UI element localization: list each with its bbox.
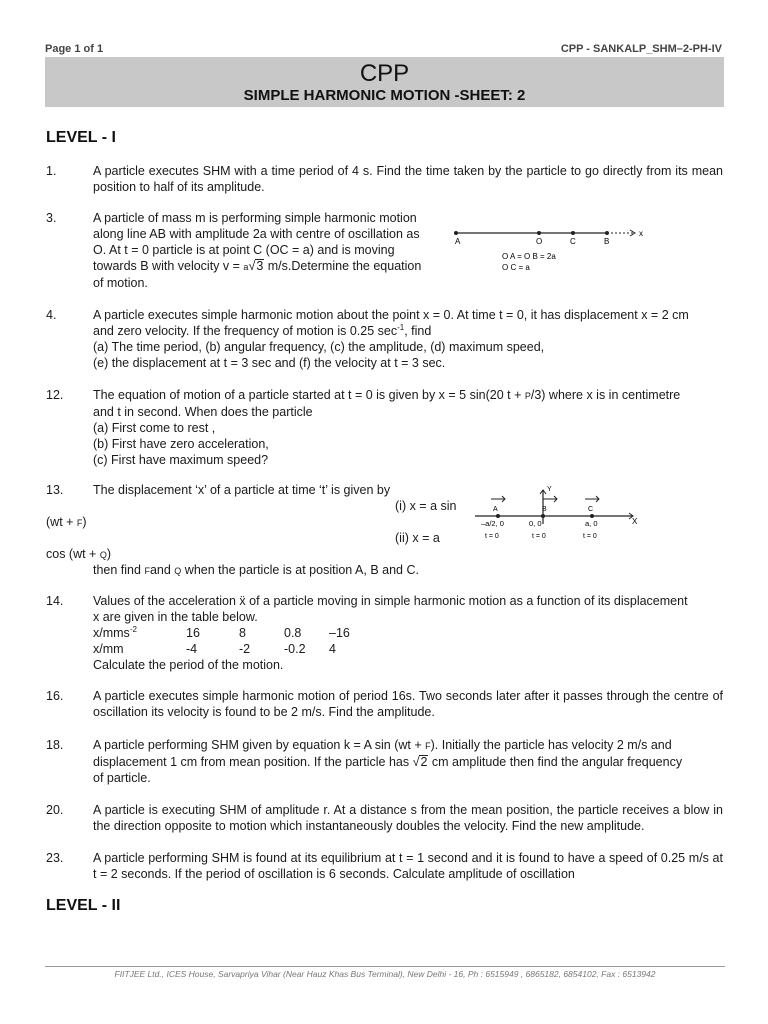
text-fragment: Values of the acceleration [93,594,236,608]
question-1 [46,163,723,195]
text-line: (a) The time period, (b) angular frequency, (c) the amplitude, (d) maximum speed, [93,340,545,354]
text-line [93,737,723,754]
question-4 [46,307,723,371]
text-line: along line AB with amplitude 2a with centre of oscillation as [93,227,420,241]
point-b [605,231,609,235]
table-cell: -4 [186,642,198,656]
time-c: t = 0 [583,533,597,540]
banner-subtitle: SIMPLE HARMONIC MOTION -SHEET: 2 [243,87,526,104]
axis-x-label: x [639,229,643,238]
question-number: 18. [46,738,64,752]
text-fragment: when the particle is at position A, B and C. [184,563,419,577]
question-number: 16. [46,689,64,703]
question-text [93,737,723,786]
question-number: 3. [46,211,57,225]
text-line: A particle executes simple harmonic motion about the point x = 0. At time t = 0, it has displacement x = 2 cm [93,308,689,322]
table-cell: -2 [239,642,251,656]
symbol: P [524,391,531,401]
question-18 [46,737,723,786]
text-line: Calculate the period of the motion. [93,658,284,672]
text-line: The displacement ‘x’ of a particle at time ‘t’ is given by [93,483,391,497]
label-c: C [570,237,576,246]
text-fragment: cos (wt + [46,547,97,561]
symbol: F [144,566,150,576]
sqrt-symbol: √ [412,755,420,769]
row-label: x/mm [93,642,124,656]
label-b: B [604,237,610,246]
question-text [93,387,723,468]
text-fragment: The equation of motion of a particle started at t = 0 is given by x = 5 sin(20 t + [93,388,522,402]
text-fragment: , find [404,324,432,338]
q13-last-line [93,562,419,579]
question-text [93,307,723,371]
label-c: C [588,506,594,513]
text-fragment: of a particle moving in simple harmonic motion as a function of its displacement [249,594,688,608]
text-line [93,323,723,339]
question-14 [46,593,723,673]
q13-part-i: (i) x = a sin [395,499,457,513]
question-text: A particle is executing SHM of amplitude r. At a distance s from the mean position, the particle receives a blow in the direction opposite to motion which instantaneously doubles the velocity. Find the new amplitude. [93,803,723,833]
coord-b: 0, 0 [529,519,542,528]
question-text [93,210,439,291]
point-c [571,231,575,235]
equation-oc: O C = a [502,263,530,272]
symbol: ẍ [239,594,246,608]
acceleration-table [93,625,350,657]
label-o: O [536,237,543,246]
table-row [93,641,350,657]
question-12 [46,387,723,468]
symbol: Q [174,566,182,576]
label-a: A [493,506,498,513]
symbol: F [76,518,83,528]
text-fragment: x/mms [93,626,130,640]
text-fragment: /3) where x is in centimetre [530,388,681,402]
text-line: (c) First have maximum speed? [93,453,269,467]
time-a: t = 0 [485,533,499,540]
text-line: (a) First come to rest , [93,421,216,435]
superscript: -1 [397,323,405,332]
text-line [93,258,439,275]
text-fragment: ). Initially the particle has velocity 2 m/s and [430,738,672,752]
question-number: 4. [46,308,57,322]
sqrt-symbol: √ [248,259,256,273]
symbol: Q [99,550,107,560]
q13-figure [475,482,645,544]
level-one-heading: LEVEL - I [46,129,116,146]
symbol: a [243,262,249,272]
text-fragment: m/s.Determine the equation [267,259,422,273]
time-b: t = 0 [532,533,546,540]
question-text [93,593,723,673]
text-line: and t in second. When does the particle [93,405,313,419]
text-fragment: (wt + [46,515,74,529]
text-fragment: and zero velocity. If the frequency of motion is 0.25 sec [93,324,398,338]
title-banner [45,57,724,107]
question-number: 12. [46,388,64,402]
sqrt-value: 3 [256,259,264,273]
table-row [93,625,350,641]
document-code: CPP - SANKALP_SHM–2-PH-IV [560,43,722,55]
text-line: O. At t = 0 particle is at point C (OC = a) and is moving [93,243,395,257]
point-a [454,231,458,235]
table-cell: 16 [186,626,200,640]
footer-divider [45,966,725,967]
table-cell: –16 [329,626,350,640]
superscript: -2 [129,625,137,634]
text-line: x are given in the table below. [93,610,258,624]
text-fragment: towards B with velocity v = [93,259,240,273]
q13-part-ii: (ii) x = a [395,531,440,545]
table-cell: -0.2 [284,642,306,656]
text-line: (e) the displacement at t = 3 sec and (f) the velocity at t = 3 sec. [93,356,446,370]
question-23 [46,850,723,882]
table-cell: 4 [329,642,336,656]
coord-c: a, 0 [585,519,598,528]
label-a: A [455,237,461,246]
table-cell: 0.8 [284,626,302,640]
question-20 [46,802,723,834]
point-b [541,514,545,518]
table-cell: 8 [239,626,246,640]
text-line [93,754,723,770]
y-axis-label: Y [547,486,552,493]
text-line: (b) First have zero acceleration, [93,437,269,451]
question-number: 23. [46,851,64,865]
text-line: of particle. [93,771,151,785]
point-c [590,514,594,518]
text-line: A particle of mass m is performing simple harmonic motion [93,211,417,225]
q13-wt-f [46,514,87,531]
text-fragment: then find [93,563,141,577]
point-o [537,231,541,235]
question-text: A particle performing SHM is found at its equilibrium at t = 1 second and it is found to have a speed of 0.25 m/s at t = 2 seconds. If the period of oscillation is 6 seconds. Calculate amplitude of oscillation [93,851,723,881]
text-line: of motion. [93,276,148,290]
level-two-heading: LEVEL - II [46,897,121,914]
banner-title: CPP [359,60,410,87]
text-fragment: ) [82,515,87,529]
sqrt-value: 2 [420,755,428,769]
text-fragment: and [149,563,171,577]
text-line [93,387,723,404]
question-number: 1. [46,164,57,178]
text-fragment: ) [106,547,112,561]
question-number: 14. [46,594,64,608]
symbol: F [425,741,431,751]
text-fragment: displacement 1 cm from mean position. If the particle has [93,755,410,769]
question-number: 13. [46,483,64,497]
row-label [93,625,186,641]
text-fragment: A particle performing SHM given by equation k = A sin (wt + [93,738,422,752]
point-a [496,514,500,518]
text-line [93,593,723,609]
label-b: B [542,506,547,513]
footer-address: FIITJEE Ltd., ICES House, Sarvapriya Vihar (Near Hauz Khas Bus Terminal), New Delhi - 16, Ph : 6515949 , 6865182, 6854102, Fax : 6513942 [114,969,656,979]
page-indicator: Page 1 of 1 [45,43,104,55]
equation-oa-ob: O A = O B = 2a [502,252,556,261]
q13-cos [46,546,111,563]
coord-a: –a/2, 0 [481,519,504,528]
question-text: A particle executes SHM with a time period of 4 s. Find the time taken by the particle to go directly from its mean position to half of its amplitude. [93,164,723,194]
question-number: 20. [46,803,64,817]
question-text: A particle executes simple harmonic motion of period 16s. Two seconds later after it passes through the centre of oscillation its velocity is found to be 2 m/s. Find the amplitude. [93,689,723,719]
q3-figure [452,222,652,277]
x-axis-label: X [632,517,638,526]
question-16 [46,688,723,720]
text-fragment: cm amplitude then find the angular frequency [431,755,683,769]
